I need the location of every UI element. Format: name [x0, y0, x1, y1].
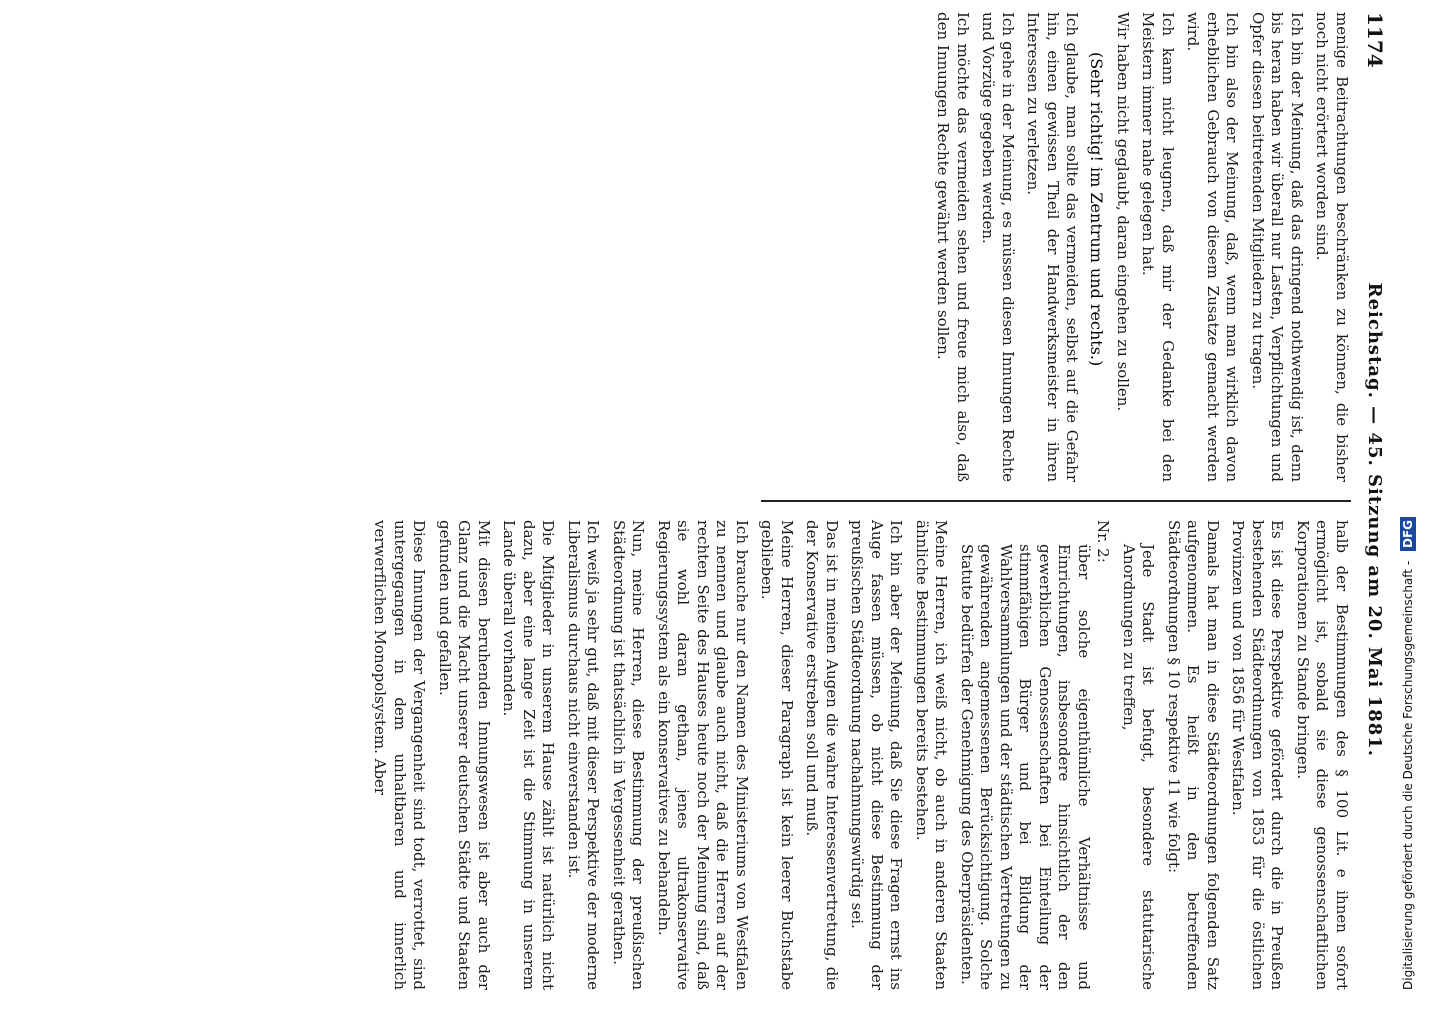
paragraph: Ich gehe in der Meinung, es müssen diesen Innungen Rechte und Vorzüge gegeben werden. — [979, 12, 1017, 482]
paragraph: Wir haben nicht geglaubt, daran eingehen zu sollen. — [1114, 12, 1132, 412]
paragraph: Es ist diese Perspektive gefördert durch die in Preußen bestehenden Städteordnungen von 1853 für die östlichen Provinzen und von 1856 für Westfalen. — [1229, 520, 1287, 990]
paragraph: Diese Innungen der Vergangenheit sind todt, verrottet, sind untergegangen in dem unhaltbaren und innerlich verwerflichen Monopolsystem. Aber — [371, 520, 429, 990]
paragraph: Die Mitglieder in unserem Hause zählt ist natürlich nicht dazu, aber eine lange Zeit ist die Stimmung in unserem Lande überall vorhanden. — [500, 520, 558, 990]
page-number: 1174 — [1363, 12, 1387, 68]
remark-applause: (Sehr richtig! im Zentrum und rechts.) — [1087, 52, 1107, 367]
running-title: Reichstag. — 45. Sitzung am 20. Mai 1881. — [1364, 282, 1386, 758]
left-column — [761, 12, 1351, 482]
column-divider — [761, 500, 1351, 502]
paragraph: menige Beitrachtungen beschränken zu können, die bisher noch nicht erörtert worden sind. — [1313, 12, 1351, 482]
quote: Jede Stadt ist befugt, besondere statutarische Anordnungen zu treffen, — [1120, 544, 1158, 990]
rotated-page — [371, 0, 1395, 1000]
dfg-logo: DFG — [1400, 517, 1416, 551]
paragraph: Ich kann nicht leugnen, daß mir der Gedanke bei den Meistern immer nahe gelegen hat. — [1139, 12, 1177, 482]
paragraph: Ich möchte das vermeiden sehen und freue mich also, daß den Innungen Rechte gewährt werden sollen. — [934, 12, 972, 482]
list-label: Nr. 2: — [1094, 520, 1113, 563]
paragraph: Ich glaube, man sollte das vermeiden, selbst auf die Gefahr hin, einen gewissen Theil der Handwerksmeister in ihren Interessen zu verletzen. — [1024, 12, 1082, 482]
paragraph: Ich bin also der Meinung, daß, wenn man wirklich davon erheblichen Gebrauch von diesem Zusatze gemacht werden wird. — [1184, 12, 1242, 482]
paragraph: Das ist in meinen Augen die wahre Interessenvertretung, die der Konservative erstreben soll und muß. — [803, 520, 841, 990]
right-column — [371, 520, 1351, 990]
digitization-note — [1400, 520, 1424, 990]
digitization-note-text: Digitalisierung gefördert durch die Deutsche Forschungsgemeinschaft - — [1401, 560, 1415, 990]
paragraph: Ich bin aber der Meinung, daß Sie diese Fragen ernst ins Auge fassen müssen, ob nicht diese Bestimmung der preußischen Städteordnung nachahmungswürdig sei. — [848, 520, 906, 990]
paragraph: halb der Bestimmungen des § 100 Lit. e ihnen sofort ermöglicht ist, sobald sie diese genossenschaftlichen Korporationen zu Stande bringen. — [1294, 520, 1351, 990]
paragraph: Ich brauche nur den Namen des Ministeriums von Westfalen zu nennen und glaube auch nicht, daß die Herren auf der rechten Seite des Hauses heute noch der Meinung sind, daß sie wohl daran gethan, jenes ultrakonservative Regierungssystem als ein konservatives zu behandeln. — [655, 520, 751, 990]
paragraph: Nun, meine Herren, diese Bestimmung der preußischen Städteordnung ist thatsächlich in Vergessenheit gerathen. — [610, 520, 648, 990]
paragraph: Mit diesen beruhenden Innungswesen ist aber auch der Glanz und die Macht unserer deutschen Städte und Staaten gefunden und gefallen. — [436, 520, 493, 990]
digitization-strip — [1400, 520, 1424, 990]
paragraph: Ich bin der Meinung, daß das dringend nothwendig ist, denn bis heran haben wir überall nur Lasten, Verpflichtungen und Opfer diesen beitretenden Mitgliedern zu tragen. — [1249, 12, 1306, 482]
paragraph: Ich weiß ja sehr gut, daß mit dieser Perspektive der moderne Liberalismus durchaus nicht einverstanden ist. — [565, 520, 603, 990]
page-header — [1355, 12, 1395, 1012]
quote: über solche eigenthümliche Verhältnisse und Einrichtungen, insbesondere hinsichtlich der den gewerblichen Genossenschaften bei Einteilung der stimmfähigen Bürger und bei Bildung der Wahlversammlungen und der städtischen Vertretungen zu gewährenden angemessenen Berücksichtigung. Solche Statute bedürfen der Genehmigung des Oberpräsidenten. — [958, 544, 1093, 990]
paragraph: Meine Herren, dieser Paragraph ist kein leerer Buchstabe geblieben. — [758, 520, 796, 990]
paragraph: Damals hat man in diese Städteordnungen folgenden Satz aufgenommen. Es heißt in den betreffenden Städteordnungen § 10 respektive 11 wie folgt: — [1165, 520, 1222, 990]
paragraph: Meine Herren, ich weiß nicht, ob auch in anderen Staaten ähnliche Bestimmungen bereits bestehen. — [913, 520, 951, 990]
